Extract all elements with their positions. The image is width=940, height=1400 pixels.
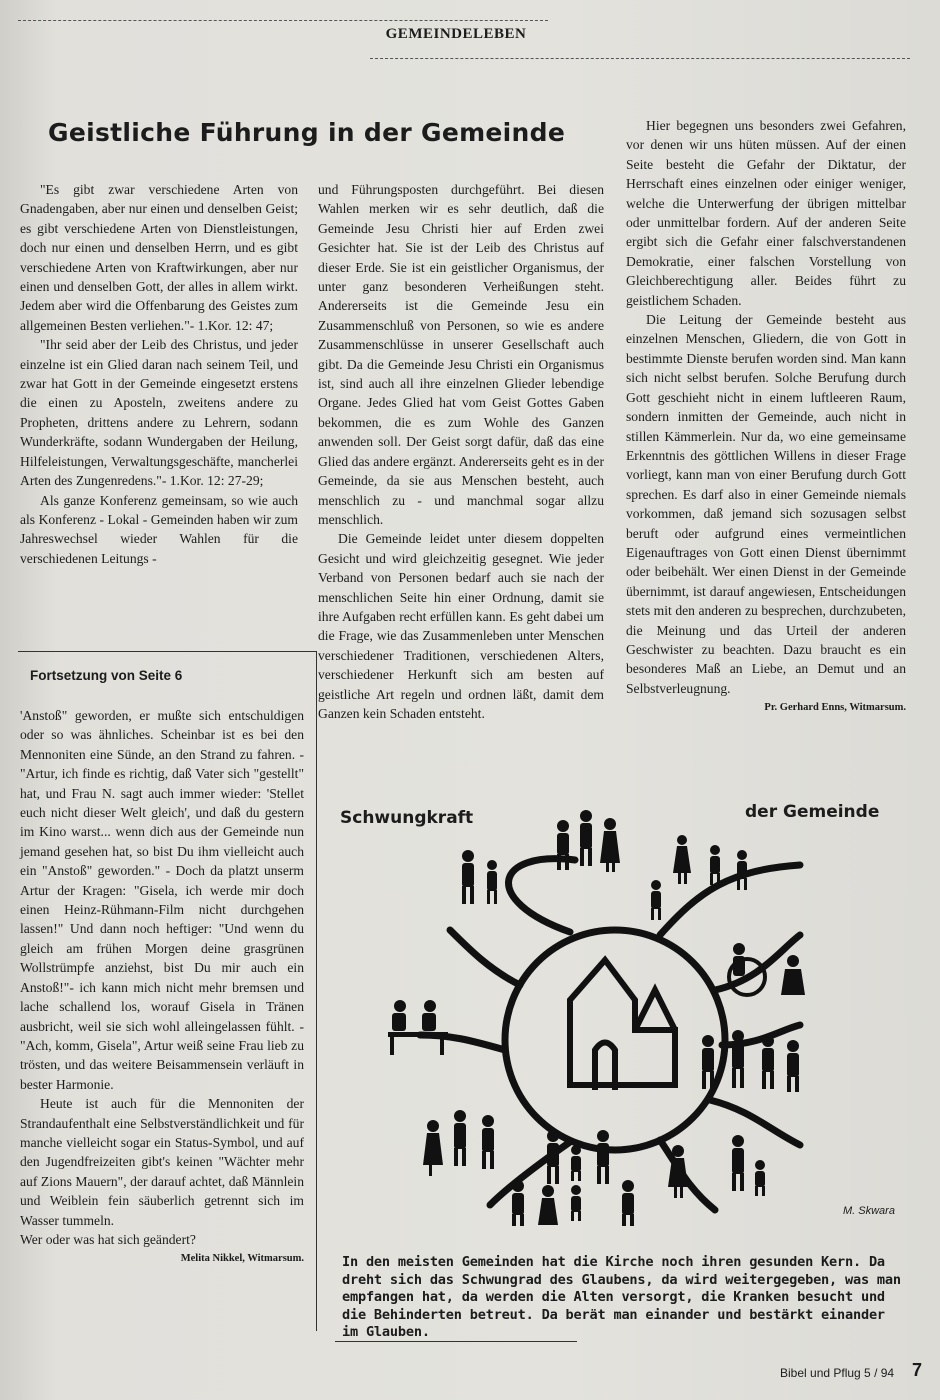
paragraph: Die Gemeinde leidet unter diesem doppelten Gesicht und wird gleichzeitig gesegnet. Wie jeder Verband von Personen bedarf auch sie nach der menschlichen Seite hin einer Ordnung, damit sie ihre Aufgaben recht erfüllen kann. Es geht dabei um die Frage, wie das Zusammenleben unter Menschen verschiedener Traditionen, verschiedenen Alters, verschiedener Herkunft sich am besten auf geistliche Art regeln und ordnen läßt, damit dem Ganzen kein Schaden entsteht. <box>318 531 604 721</box>
wheel-rim <box>505 930 725 1150</box>
paragraph: Als ganze Konferenz gemeinsam, so wie auch als Konferenz - Lokal - Gemeinden haben wir zum Jahreswechsel wieder Wahlen für die verschiedenen Leitungs - <box>20 492 298 566</box>
illustration-title-left: Schwungkraft <box>340 808 474 828</box>
header-rule-top <box>18 20 548 21</box>
illustration-title-right: der Gemeinde <box>745 802 880 822</box>
section-heading: GEMEINDELEBEN <box>385 26 527 42</box>
people-figures <box>388 810 805 1226</box>
paragraph: Hier begegnen uns besonders zwei Gefahren, vor denen wir uns hüten müssen. Auf der einen Seite besteht die Gefahr der Diktatur, der Herrschaft eines einzelnen oder einiger weniger, welche die Unterwerfung der übrigen mittelbar oder unmittelbar fordern. Auf der anderen Seite ergibt sich die Gefahr einer falschverstandenen Demokratie, einer falschen Vorstellung von Gleichberechtigung aller. Beides führt zu geistlichem Schaden. <box>626 118 906 308</box>
illustration-caption: In den meisten Gemeinden hat die Kirche noch ihren gesunden Kern. Da dreht sich das Schwungrad des Glaubens, da wird weitergegeben, was man empfangen hat, da werden die Alten versorgt, die Kranken besucht und die Behinderten betreut. Da berät man einander und bestärkt einander im Glauben. <box>342 1254 901 1341</box>
author-signature: Melita Nikkel, Witmarsum. <box>180 1253 304 1265</box>
paragraph: Heute ist auch für die Mennoniten der Strandaufenthalt eine Selbstverständlichkeit und für manche vielleicht sogar ein Status-Symbol, und auf den Jugendfreizeiten gibt's keinen "Wächter mehr auf Zions Mauern", der darauf achtet, daß Männlein und Weiblein fein säuberlich getrennt sich im Wasser tummeln. <box>20 1096 304 1228</box>
paragraph: "Ihr seid aber der Leib des Christus, und jeder einzelne ist ein Glied daran nach seinem Teil, und zwar hat Gott in der Gemeinde eingesetzt erstens die einen zu Aposteln, zweitens andere zu Propheten, drittens andere zu Lehrern, sodann Wunderkräfte, sodann Wundergaben der Heilung, Hilfeleistungen, Verwaltungsgeschäfte, mancherlei Arten des Zungenredens."- 1.Kor. 12: 27-29; <box>20 337 298 489</box>
article-column-2 <box>318 180 604 723</box>
paragraph: und Führungsposten durchgeführt. Bei diesen Wahlen merken wir es sehr deutlich, daß die Gemeinde Jesu Christi hier auf Erden zwei Gesichter hat. Sie ist der Leib des Christus auf dieser Erde. Sie ist ein geistlicher Organismus, der unter ganz besonderen Verheißungen steht. Andererseits ist die Gemeinde Jesu ein Zusammenschluß von Personen, so wie es andere Zusammenschlüsse in unserer Gesellschaft auch gibt. Da die Gemeinde Jesu Christi ein Organismus ist, sind auch all ihre einzelnen Glieder lebendige Organe. Jedes Glied hat vom Geist Gottes Gaben bekommen, die es zum Wohle des Ganzen anwenden soll. Der Geist sorgt dafür, daß das eine Glied das andere ergänzt. Andererseits geht es in der Gemeinde, da sie aus Menschen besteht, auch menschlich zu - und manchmal sogar allzu menschlich. <box>318 182 604 527</box>
article-title: Geistliche Führung in der Gemeinde <box>48 118 566 147</box>
article-column-1 <box>20 180 298 568</box>
paragraph: Wer oder was hat sich geändert? <box>20 1231 196 1247</box>
paragraph: Die Leitung der Gemeinde besteht aus einzelnen Menschen, Gliedern, die von Gott in bestimmte Dienste berufen worden sind. Man kann sich nicht selbst berufen. Solche Berufung durch Gott geschieht nicht in einem luftleeren Raum, sondern inmitten der Gemeinde, auch nicht in stillen Kämmerlein. Nur da, wo eine gemeinsame Erkenntnis des göttlichen Willens in dieser Frage vorliegt, kann man von einer Berufung durch Gott sprechen. Es darf also in einer Gemeinde niemals vorkommen, daß jemand sich sozusagen selbst beruft oder aufgrund eines vermeintlichen Eigenauftrages von Gott einen Dienst übernimmt oder beibehält. Wer einen Dienst in der Gemeinde übernimmt, ist darauf angewiesen, Entscheidungen stets mit den anderen zu besprechen, durchzubeten, die Meinung und das Urteil der anderen Geschwister zu beachten. Dazu braucht es ein besonderes Maß an Liebe, an Demut und an Selbstverleugnung. <box>626 312 906 696</box>
author-signature: Pr. Gerhard Enns, Witmarsum. <box>764 702 906 714</box>
header-rule-bottom <box>370 58 910 59</box>
publication-footer: Bibel und Pflug 5 / 94 <box>780 1366 895 1380</box>
continuation-story <box>20 706 304 1269</box>
church-flywheel-illustration <box>330 790 916 1230</box>
artist-credit: M. Skwara <box>843 1205 895 1217</box>
continuation-heading: Fortsetzung von Seite 6 <box>30 668 183 683</box>
paragraph: 'Anstoß" geworden, er mußte sich entschuldigen oder so was ähnliches. Scheinbar ist es bei den Mennoniten eine Sünde, an den Strand zu fahren. - "Artur, ich finde es richtig, daß Vater sich "gestellt" hat, und Frau N. sagt auch immer wieder: 'Stellet euch nicht dieser Welt gleich', und daß du gestern im Kino warst... wenn dich aus der Gemeinde nun jemand gesehen hat, so bist Du ihm vielleicht auch ein "Anstoß" geworden." - Doch da platzt unserm Artur der Kragen: "Gisela, ich werde mir doch einen Heinz-Rühmann-Film nicht durchgehen lassen!" Und dann noch heftiger: "Und wenn du gleich am frühen Morgen deine grasgrünen Wollstrümpfe anziehst, bist Du mir auch ein Anstoß!"- ich kann mich nicht mehr bremsen und lache schallend los, worauf Gisela in Tränen ausbricht, weil sie sich wohl alleingelassen fühlt. - "Ach, komm, Gisela", Artur weiß seine Frau lieb zu trösten, und das weitere Beisammensein verläuft in bester Harmonie. <box>20 708 304 1092</box>
box-side-rule <box>316 651 317 1331</box>
caption-rule <box>335 1341 577 1342</box>
page-number: 7 <box>912 1360 923 1380</box>
church-building <box>570 960 675 1090</box>
article-column-3 <box>626 116 906 718</box>
paragraph: "Es gibt zwar verschiedene Arten von Gnadengaben, aber nur einen und denselben Geist; es gibt verschiedene Arten von Dienstleistungen, doch nur einen und denselben Herrn, und es gibt verschiedene Arten von Kraftwirkungen, aber nur einen und denselben Gott, der alles in allem wirkt. Jedem aber wird die Offenbarung des Geistes zum allgemeinen Besten verliehen."- 1.Kor. 12: 47; <box>20 182 298 333</box>
box-top-rule <box>18 651 316 652</box>
